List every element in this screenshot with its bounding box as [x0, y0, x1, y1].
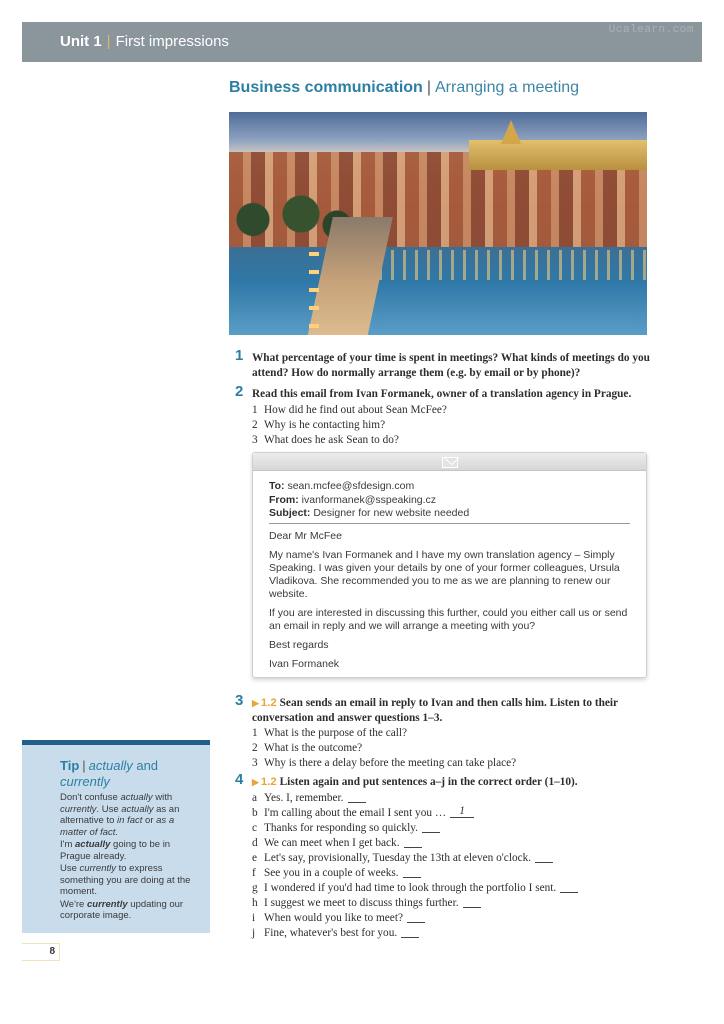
- to-address: sean.mcfee@sfdesign.com: [287, 480, 415, 492]
- email-from-row: [269, 494, 630, 508]
- watermark: Ucalearn.com: [608, 24, 694, 36]
- exercise-number: 1: [235, 347, 244, 364]
- to-label: To:: [269, 480, 285, 492]
- sentence-text: Let's say, provisionally, Tuesday the 13th at eleven o'clock.: [264, 851, 532, 864]
- sentence-item: [252, 791, 655, 806]
- sentence-list: [252, 791, 655, 941]
- unit-header-bar: [22, 22, 702, 62]
- question-text: How did he find out about Sean McFee?: [264, 403, 447, 416]
- exercise-number: 2: [235, 383, 244, 400]
- exercise-number: 3: [235, 692, 244, 709]
- unit-number: Unit 1: [60, 33, 102, 50]
- answer-blank[interactable]: [348, 791, 366, 803]
- exercise-prompt: [252, 775, 655, 790]
- audio-track[interactable]: [252, 697, 277, 709]
- question-list: [252, 403, 655, 448]
- email-paragraph: If you are interested in discussing this further, could you either call us or send an email in reply and we will arrange a meeting with you?: [269, 606, 628, 632]
- question-text: Why is there a delay before the meeting can take place?: [264, 757, 517, 769]
- sentence-key: i: [252, 911, 256, 924]
- question-key: 3: [252, 433, 258, 446]
- sentence-text: Fine, whatever's best for you.: [264, 926, 398, 939]
- email-to-row: [269, 480, 630, 494]
- unit-title: [60, 33, 229, 50]
- tip-separator: |: [82, 758, 86, 773]
- question-item: [252, 433, 655, 448]
- sentence-key: c: [252, 821, 258, 834]
- section-heading: [229, 79, 579, 97]
- answer-blank[interactable]: [463, 896, 481, 908]
- question-item: [252, 403, 655, 418]
- prompt-text: Sean sends an email in reply to Ivan and then calls him. Listen to their conversation and answer questions 1–3.: [252, 697, 618, 724]
- sentence-text: I wondered if you'd had time to look through the portfolio I sent.: [264, 881, 557, 894]
- sentence-item: [252, 881, 655, 896]
- tip-explanation: Use currently to express something you are doing at the moment.: [60, 863, 191, 897]
- header-separator: |: [106, 33, 111, 50]
- email-body: [269, 530, 630, 671]
- tip-example: I'm actually going to be in Prague already.: [60, 839, 171, 862]
- sentence-text: I suggest we meet to discuss things further.: [264, 896, 459, 909]
- section-separator: |: [426, 79, 431, 96]
- from-label: From:: [269, 493, 299, 506]
- from-address: ivanformanek@sspeaking.cz: [301, 493, 437, 506]
- question-item: [252, 741, 655, 756]
- email-greeting: Dear Mr McFee: [269, 529, 342, 542]
- answer-blank[interactable]: [403, 866, 421, 878]
- exercise-number: 4: [235, 771, 244, 788]
- tip-title: [60, 758, 200, 789]
- question-item: [252, 756, 655, 771]
- answer-blank[interactable]: 1: [450, 806, 474, 818]
- sentence-text: See you in a couple of weeks.: [264, 866, 399, 879]
- play-icon: ▶: [252, 777, 259, 787]
- play-icon: ▶: [252, 698, 259, 708]
- tip-label: Tip: [60, 758, 80, 773]
- question-list: [252, 726, 655, 771]
- sentence-key: d: [252, 836, 258, 849]
- answer-blank[interactable]: [535, 851, 553, 863]
- exercise-prompt: Read this email from Ivan Formanek, owner of a translation agency in Prague.: [252, 388, 632, 400]
- question-text: Why is he contacting him?: [264, 418, 386, 431]
- prague-photo: [229, 112, 647, 335]
- sentence-key: h: [252, 896, 258, 909]
- envelope-icon: [442, 457, 458, 468]
- question-key: 3: [252, 757, 258, 769]
- question-item: [252, 418, 655, 433]
- track-number: 1.2: [260, 697, 277, 709]
- question-key: 2: [252, 742, 258, 754]
- sentence-text: Thanks for responding so quickly.: [264, 821, 418, 834]
- exercise-3: [235, 692, 655, 771]
- sentence-item: [252, 896, 655, 911]
- prompt-text: Listen again and put sentences a–j in the correct order (1–10).: [279, 776, 578, 788]
- answer-blank[interactable]: [407, 911, 425, 923]
- section-title: Business communication: [229, 79, 423, 96]
- photo-castle: [469, 140, 647, 170]
- sentence-item: [252, 821, 655, 836]
- sentence-item: [252, 911, 655, 926]
- sentence-item: [252, 851, 655, 866]
- subject-label: Subject:: [269, 507, 311, 519]
- sentence-key: g: [252, 881, 258, 894]
- answer-blank[interactable]: [560, 881, 578, 893]
- sentence-key: e: [252, 851, 258, 864]
- exercise-2: [235, 383, 655, 448]
- email-paragraph: My name's Ivan Formanek and I have my own translation agency – Simply Speaking. I was given your details by one of your former colleagues, Ursula Vladikova. She recommended you to me as we are planning to renew our website.: [269, 548, 620, 600]
- answer-blank[interactable]: [404, 836, 422, 848]
- sentence-item: [252, 836, 655, 851]
- question-key: 1: [252, 403, 258, 416]
- answer-blank[interactable]: [422, 821, 440, 833]
- email-signature: Ivan Formanek: [269, 657, 340, 670]
- sentence-key: a: [252, 791, 258, 804]
- answer-blank[interactable]: [401, 926, 419, 938]
- email-header: [269, 480, 630, 524]
- sentence-key: j: [252, 926, 256, 939]
- photo-reflections: [379, 250, 647, 280]
- exercise-prompt: What percentage of your time is spent in meetings? What kinds of meetings do you attend? How do normally arrange them (e.g. by email or by phone)?: [252, 352, 650, 379]
- unit-name: First impressions: [115, 33, 229, 50]
- tip-connector: and: [132, 758, 159, 773]
- page-number: 8: [22, 943, 60, 961]
- subject-text: Designer for new website needed: [313, 507, 470, 519]
- exercise-1: [235, 347, 655, 380]
- question-text: What is the outcome?: [264, 742, 363, 754]
- tip-box: [22, 740, 210, 933]
- sentence-text: When would you like to meet?: [264, 911, 403, 924]
- question-key: 2: [252, 418, 258, 431]
- audio-track[interactable]: [252, 776, 277, 788]
- track-number: 1.2: [260, 776, 277, 788]
- photo-cathedral-spire: [501, 120, 521, 144]
- tip-word: actually: [88, 758, 133, 773]
- sentence-key: f: [252, 866, 256, 879]
- sentence-text: I'm calling about the email I sent you …: [264, 806, 447, 819]
- question-key: 1: [252, 727, 258, 739]
- sentence-item: [252, 866, 655, 881]
- question-text: What does he ask Sean to do?: [264, 433, 399, 446]
- email-closing: Best regards: [269, 638, 329, 651]
- tip-explanation: Don't confuse actually with currently. Use actually as an alternative to in fact or as a matter of fact.: [60, 792, 180, 838]
- sentence-key: b: [252, 806, 258, 819]
- sentence-item: [252, 926, 655, 941]
- tip-word: currently: [60, 773, 110, 789]
- email-window: [252, 452, 647, 678]
- email-subject-row: [269, 507, 630, 521]
- exercise-4: [235, 771, 655, 941]
- sentence-item: [252, 806, 655, 821]
- question-item: [252, 726, 655, 741]
- tip-example: We're currently updating our corporate image.: [60, 898, 184, 921]
- exercise-prompt: [252, 696, 655, 725]
- section-subtitle: Arranging a meeting: [434, 79, 580, 96]
- email-title-bar: [253, 453, 646, 471]
- sentence-text: We can meet when I get back.: [264, 836, 400, 849]
- question-text: What is the purpose of the call?: [264, 727, 408, 739]
- sentence-text: Yes. I, remember.: [264, 791, 344, 804]
- photo-bridge-lamps: [309, 252, 319, 335]
